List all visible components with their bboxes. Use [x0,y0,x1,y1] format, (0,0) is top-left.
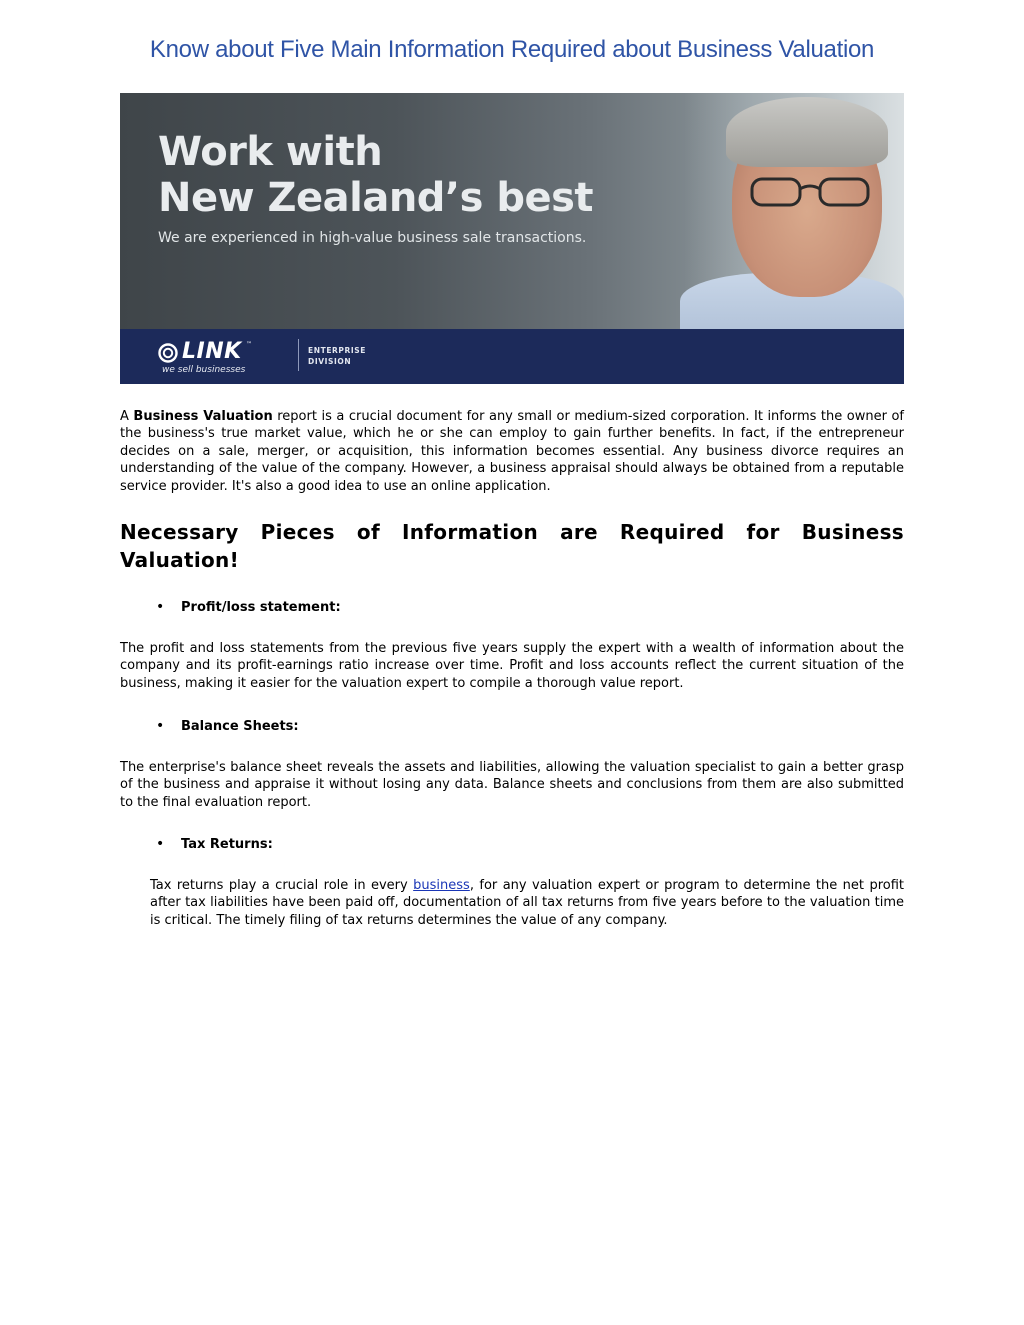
glasses-icon [748,175,872,209]
bullet-icon: • [156,836,165,852]
profit-loss-paragraph: The profit and loss statements from the previous five years supply the expert with a wealth of information about the company and its profit-earnings ratio increase over time. Profit and loss accounts reflect the current situation of the business, making it easier for the valuation expert to compile a thorough value report. [120,641,904,691]
banner-headline-line1: Work with [158,129,383,175]
bullet-item-balance-sheets [120,718,904,738]
intro-bold-term: Business Valuation [133,409,273,424]
link-logo-icon [158,343,178,363]
bullet-item-profit-loss [120,599,904,619]
intro-text: report is a crucial document for any small or medium-sized corporation. It informs the owner of the business's true market value, which he or she can employ to gain further benefits. In fact, if the entrepreneur decides on a sale, merger, or acquisition, this information becomes essential. Any business divorce requires an understanding of the value of the company. However, a business appraisal should always be obtained from a reputable service provider. It's also a good idea to use an online application. [120,409,904,494]
tax-returns-text-before: Tax returns play a crucial role in every [150,878,414,893]
banner-footer-bar [120,329,904,384]
division-label [308,345,366,367]
page-title: Know about Five Main Information Required about Business Valuation [149,36,875,63]
intro-prefix: A [120,409,134,424]
section-heading: Necessary Pieces of Information are Required for Business Valuation! [120,520,904,572]
bullet-label: Balance Sheets: [181,719,299,734]
promo-banner-image [120,93,904,384]
tax-returns-paragraph [150,877,904,929]
bullet-label: Profit/loss statement: [181,600,341,615]
bullet-icon: • [156,599,165,615]
business-link[interactable]: business [413,878,470,893]
logo-wordmark: LINK [182,339,242,364]
tax-returns-text-after: , for any valuation expert or program to determine the net profit after tax liabilities have been paid off, documentation of all tax returns from five years before to the valuation time is critical. The timely filing of tax returns determines the value of any company. [150,878,904,928]
logo-divider [298,339,299,371]
bullet-item-tax-returns [120,836,904,856]
bullet-label: Tax Returns: [181,837,273,852]
person-hair [726,97,888,167]
bullet-icon: • [156,718,165,734]
balance-sheets-paragraph: The enterprise's balance sheet reveals the assets and liabilities, allowing the valuation specialist to gain a better grasp of the business and appraise it without losing any data. Balance sheets and conclusions from them are also submitted to the final evaluation report. [120,760,904,810]
banner-headline-line2: New Zealand’s best [158,175,594,221]
logo-tagline: we sell businesses [162,365,246,375]
logo-trademark: ™ [246,341,252,348]
banner-headline [158,129,593,221]
banner-subline: We are experienced in high-value business sale transactions. [158,230,587,246]
banner-photo [120,93,904,329]
intro-paragraph [120,408,904,495]
division-label-line2: DIVISION [308,357,352,366]
division-label-line1: ENTERPRISE [308,346,367,355]
